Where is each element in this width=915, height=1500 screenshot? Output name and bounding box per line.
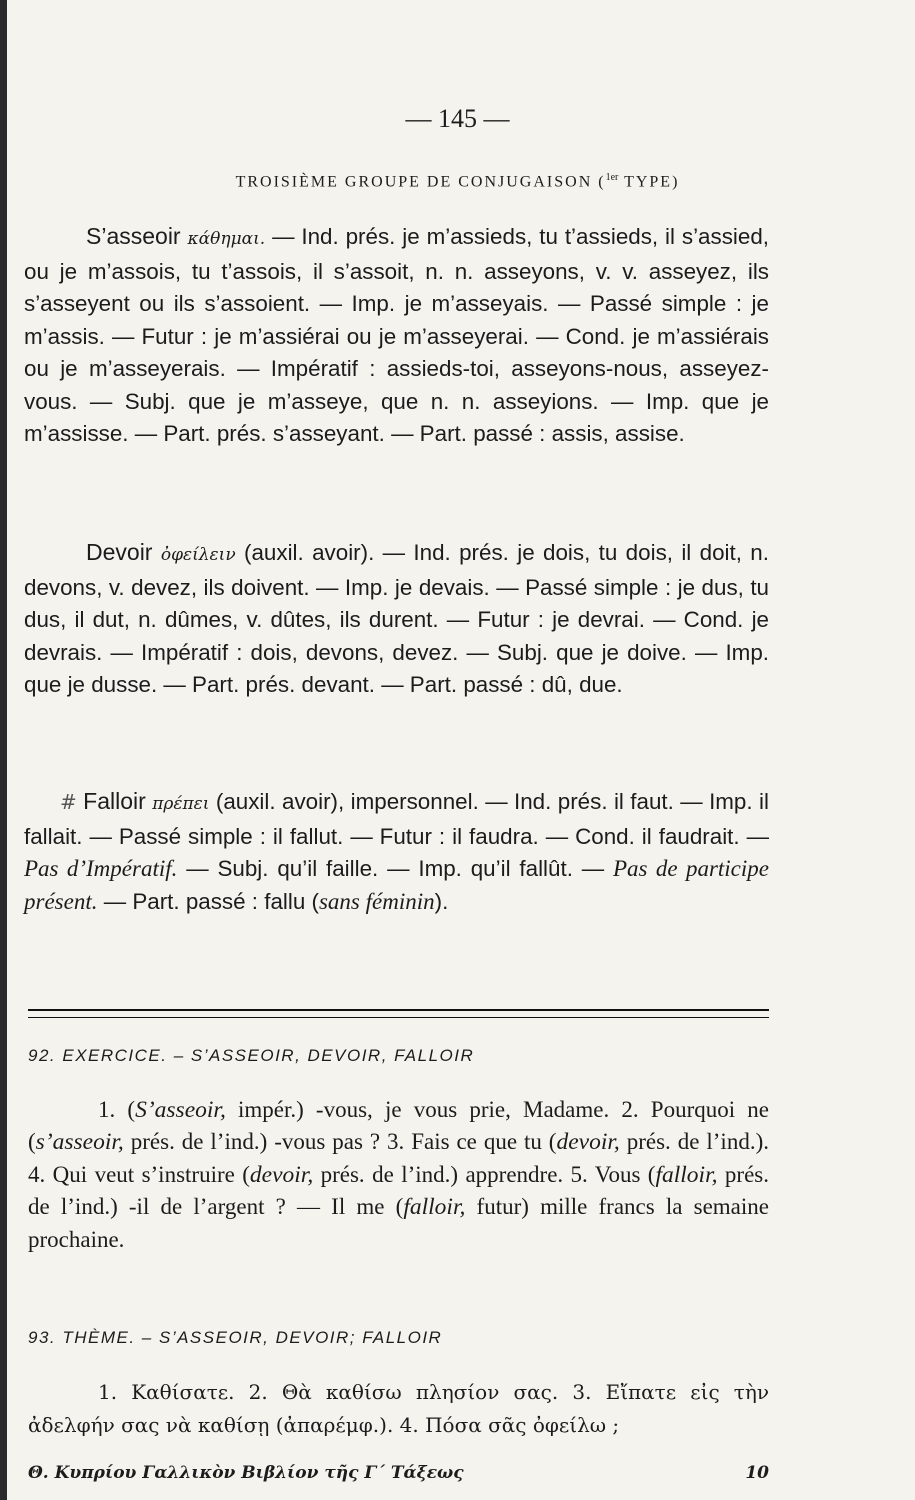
ex92-verb-3: devoir,	[556, 1129, 620, 1156]
footer-signature-number: 10	[745, 1463, 769, 1483]
ex92-part-6: prés. de l’ind.) -il de l’argent ? — Il me (	[28, 1161, 769, 1220]
ex92-verb-5: falloir,	[655, 1161, 718, 1188]
exercise-92-title: 92. EXERCICE. – S’ASSEOIR, DEVOIR, FALLOIR	[28, 1046, 475, 1065]
ex92-part-5: prés. de l’ind.) apprendre. 5. Vous (	[313, 1161, 656, 1187]
falloir-conjugation	[24, 785, 769, 918]
section-heading-text-after: TYPE)	[618, 173, 680, 191]
falloir-greek: πρέπει	[152, 794, 210, 814]
page-number: — 145 —	[405, 104, 510, 133]
ex92-verb-6: falloir,	[403, 1194, 466, 1221]
ex92-part-7: futur) mille francs la semaine prochaine.	[28, 1194, 769, 1252]
devoir-greek: ὀφείλειν	[160, 545, 236, 565]
devoir-conjugation	[24, 536, 769, 702]
ex92-verb-2: s’asseoir,	[35, 1129, 124, 1156]
devoir-verb: Devoir	[86, 539, 153, 565]
handwritten-mark: #	[60, 790, 77, 814]
ex92-verb-1: S’asseoir,	[135, 1097, 226, 1123]
asseoir-greek: κάθημαι.	[187, 229, 266, 249]
section-heading-text: TROISIÈME GROUPE DE CONJUGAISON (	[235, 173, 606, 191]
footer-book-title: Θ. Κυπρίου Γαλλικὸν Βιβλίον τῆς Γ΄ Τάξεως	[28, 1463, 464, 1483]
theme-93-title: 93. THÈME. – S’ASSEOIR, DEVOIR; FALLOIR	[28, 1328, 443, 1347]
falloir-text-4: ).	[434, 888, 449, 914]
asseoir-verb: S’asseoir	[86, 223, 181, 249]
ex92-part-3: prés. de l’ind.) -vous pas ? 3. Fais ce que tu (	[123, 1129, 557, 1155]
ex92-verb-4: devoir,	[249, 1161, 314, 1188]
theme-93-text	[28, 1376, 769, 1442]
section-divider-thin	[28, 1017, 769, 1018]
page-footer	[28, 1463, 769, 1483]
falloir-text-1: (auxil. avoir), impersonnel. — Ind. prés. il faut. — Imp. il fallait. — Passé simple : il fallut. — Futur : il faudra. — Cond. il faudrait. —	[24, 789, 769, 849]
devoir-text: (auxil. avoir). — Ind. prés. je dois, tu dois, il doit, n. devons, v. devez, ils doivent. — Imp. je devais. — Passé simple : je dus, tu dus, il dut, n. dûmes, v. dûtes, ils durent. — Futur : je devrai. — Cond. je devrais. — Impératif : dois, devons, devez. — Subj. que je doive. — Imp. que je dusse. — Part. prés. devant. — Part. passé : dû, due.	[24, 540, 769, 697]
section-heading	[0, 172, 915, 191]
asseoir-text: — Ind. prés. je m’assieds, tu t’assieds, il s’assied, ou je m’assois, tu t’assois, il s’assoit, n. n. asseyons, v. v. asseyez, ils s’asseyent ou ils s’assoient. — Imp. je m’asseyais. — Passé simple : je m’assis. — Futur : je m’assiérai ou je m’asseyerai. — Cond. je m’assiérais ou je m’asseyerais. — Impératif : assieds-toi, asseyons-nous, asseyez-vous. — Subj. que je m’asseye, que n. n. asseyions. — Imp. que je m’assisse. — Part. prés. s’asseyant. — Part. passé : assis, assise.	[24, 224, 769, 446]
falloir-text-3: — Part. passé : fallu (	[103, 888, 319, 914]
theme-93-body: 1. Καθίσατε. 2. Θὰ καθίσω πλησίον σας. 3. Εἴπατε εἰς τὴν ἀδελφήν σας νὰ καθίσῃ (ἀπαρέμφ.). 4. Πόσα σᾶς ὀφείλω ;	[28, 1380, 769, 1437]
falloir-no-feminine: sans féminin	[318, 888, 435, 914]
ex92-part-1: 1. (	[98, 1097, 136, 1122]
ex92-part-2: impér.) -vous, je vous prie, Madame. 2. Pourquoi ne (	[28, 1097, 769, 1155]
falloir-verb: Falloir	[83, 788, 146, 814]
exercise-92-text	[28, 1094, 769, 1256]
falloir-text-2: — Subj. qu’il faille. — Imp. qu’il fallût. —	[186, 856, 605, 881]
falloir-no-imperative: Pas d’Impératif.	[24, 856, 178, 881]
page-edge-shadow	[0, 0, 7, 1500]
section-divider-thick	[28, 1009, 769, 1011]
ex92-part-4: prés. de l’ind.). 4. Qui veut s’instruire (	[28, 1129, 769, 1187]
asseoir-conjugation	[24, 220, 769, 451]
falloir-no-participle: Pas de participe présent.	[24, 856, 769, 914]
section-heading-sup: 1er	[605, 172, 619, 183]
